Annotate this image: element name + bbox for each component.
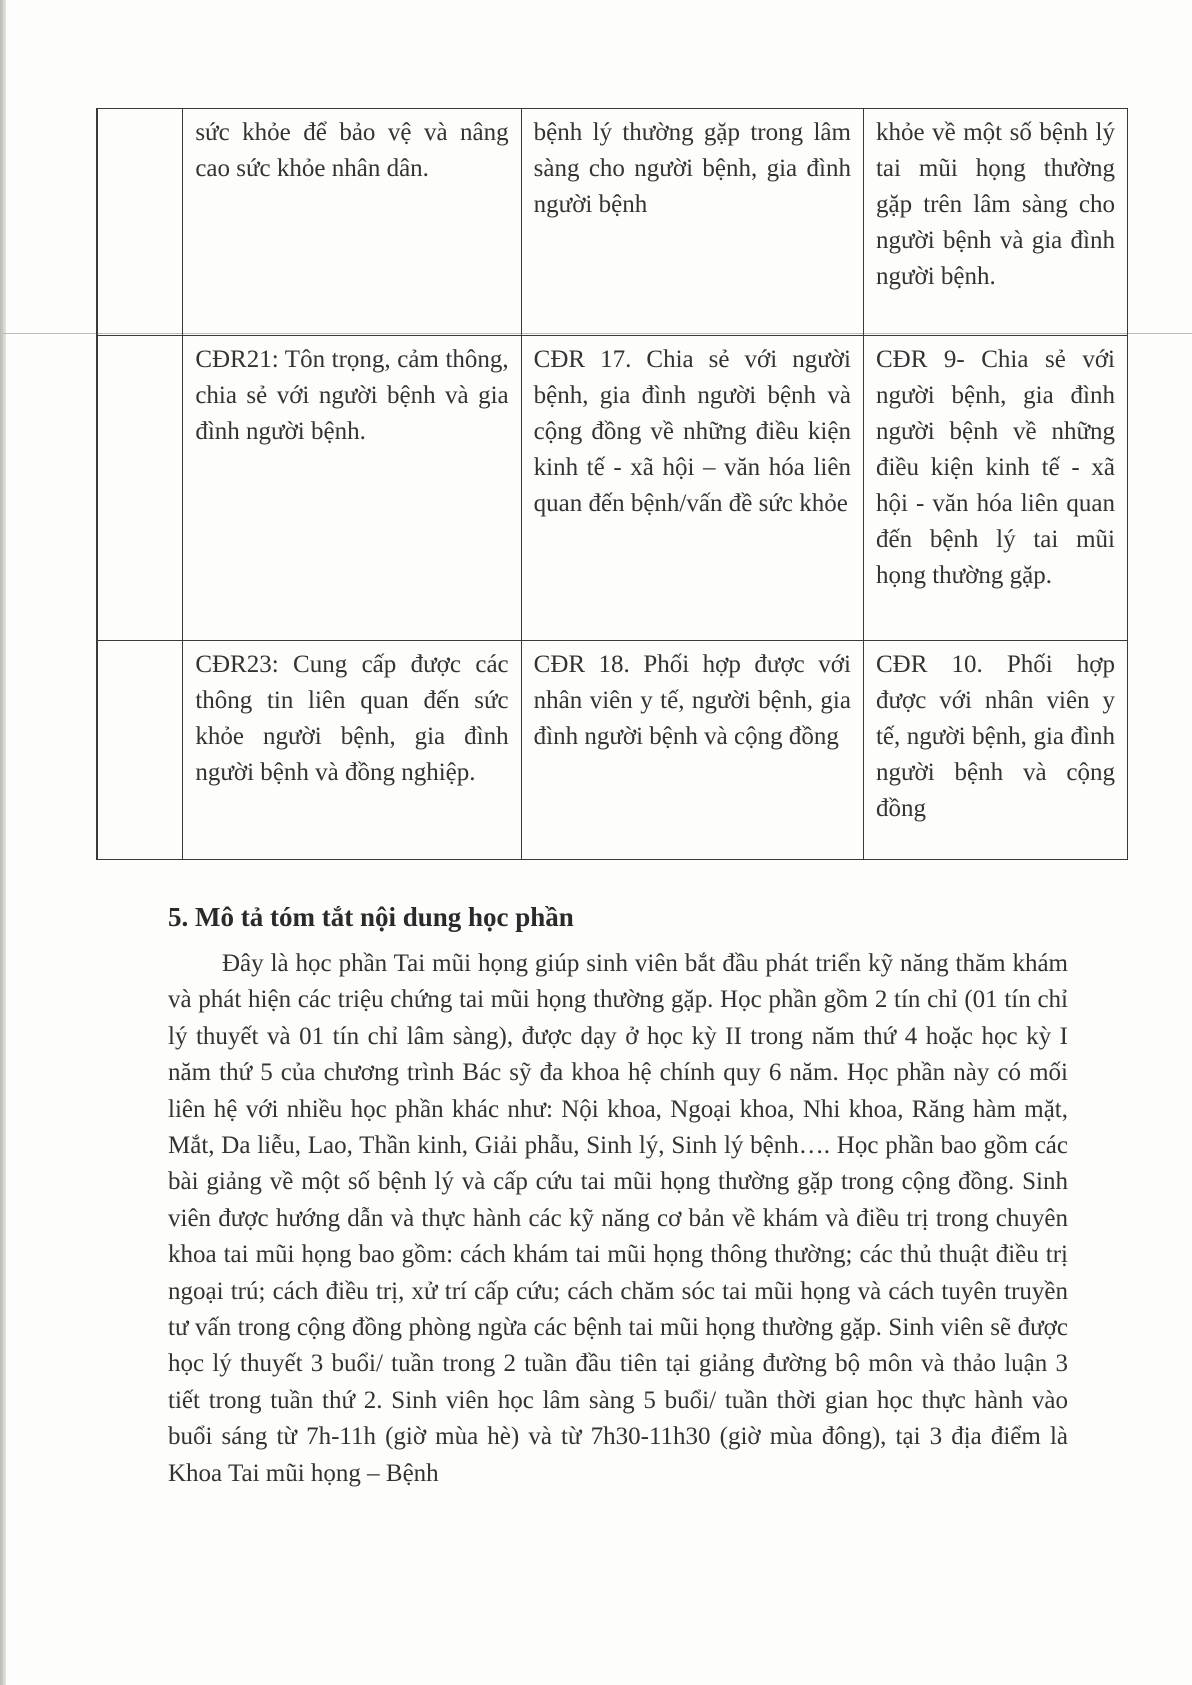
table-cell: khỏe về một số bệnh lý tai mũi họng thường gặp trên lâm sàng cho người bệnh và gia đình người bệnh. [863,109,1127,336]
table-cell: CĐR 17. Chia sẻ với người bệnh, gia đình người bệnh và cộng đồng về những điều kiện kinh tế - xã hội – văn hóa liên quan đến bệnh/vấn đề sức khỏe [521,336,863,641]
table-cell: bệnh lý thường gặp trong lâm sàng cho người bệnh, gia đình người bệnh [521,109,863,336]
table-cell-index [97,641,183,860]
table-cell: CĐR 10. Phối hợp được với nhân viên y tế, người bệnh, gia đình người bệnh và cộng đồng [863,641,1127,860]
table-cell-index [97,109,183,336]
table-cell: CĐR23: Cung cấp được các thông tin liên quan đến sức khỏe người bệnh, gia đình người bệnh và đồng nghiệp. [183,641,521,860]
table-row [97,336,1128,641]
learning-outcomes-table [96,108,1128,860]
table-cell-index [97,336,183,641]
table-cell: sức khỏe để bảo vệ và nâng cao sức khỏe nhân dân. [183,109,521,336]
table-cell: CĐR 9- Chia sẻ với người bệnh, gia đình người bệnh về những điều kiện kinh tế - xã hội - văn hóa liên quan đến bệnh lý tai mũi họng thường gặp. [863,336,1127,641]
table-row [97,641,1128,860]
table-cell: CĐR21: Tôn trọng, cảm thông, chia sẻ với người bệnh và gia đình người bệnh. [183,336,521,641]
section-heading: 5. Mô tả tóm tắt nội dung học phần [168,902,574,932]
outcomes-table-wrapper [96,108,1128,860]
scan-edge [0,0,6,1685]
table-cell: CĐR 18. Phối hợp được với nhân viên y tế, người bệnh, gia đình người bệnh và cộng đồng [521,641,863,860]
table-row [97,109,1128,336]
section-paragraph: Đây là học phần Tai mũi họng giúp sinh viên bắt đầu phát triển kỹ năng thăm khám và phát hiện các triệu chứng tai mũi họng thường gặp. Học phần gồm 2 tín chỉ (01 tín chỉ lý thuyết và 01 tín chỉ lâm sàng), được dạy ở học kỳ II trong năm thứ 4 hoặc học kỳ I năm thứ 5 của chương trình Bác sỹ đa khoa hệ chính quy 6 năm. Học phần này có mối liên hệ với nhiều học phần khác như: Nội khoa, Ngoại khoa, Nhi khoa, Răng hàm mặt, Mắt, Da liễu, Lao, Thần kinh, Giải phẫu, Sinh lý, Sinh lý bệnh…. Học phần bao gồm các bài giảng về một số bệnh lý và cấp cứu tai mũi họng thường gặp trong cộng đồng. Sinh viên được hướng dẫn và thực hành các kỹ năng cơ bản về khám và điều trị trong chuyên khoa tai mũi họng bao gồm: cách khám tai mũi họng thông thường; các thủ thuật điều trị ngoại trú; cách điều trị, xử trí cấp cứu; cách chăm sóc tai mũi họng và cách tuyên truyền tư vấn trong cộng đồng phòng ngừa các bệnh tai mũi họng thường gặp. Sinh viên sẽ được học lý thuyết 3 buổi/ tuần trong 2 tuần đầu tiên tại giảng đường bộ môn và thảo luận 3 tiết trong tuần thứ 2. Sinh viên học lâm sàng 5 buổi/ tuần thời gian học thực hành vào buổi sáng từ 7h-11h (giờ mùa hè) và từ 7h30-11h30 (giờ mùa đông), tại 3 địa điểm là Khoa Tai mũi họng – Bệnh [168,950,1068,1487]
